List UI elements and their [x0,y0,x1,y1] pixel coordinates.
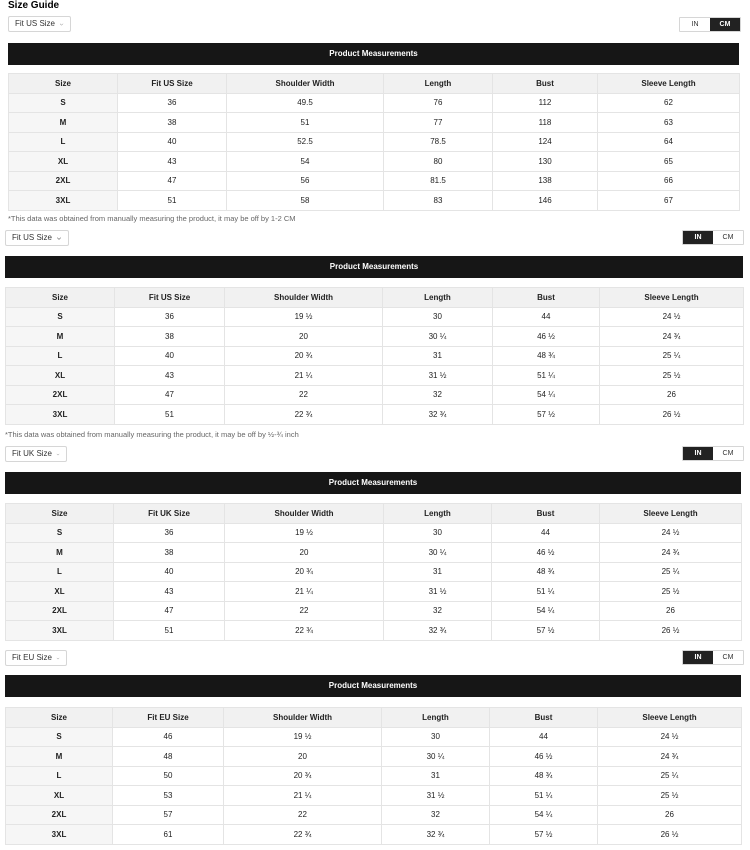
column-header: Length [383,288,493,308]
column-header: Sleeve Length [598,708,742,728]
measurement-cell: 32 ¾ [382,825,490,845]
measurements-table [5,707,742,845]
measurement-cell: 22 ¾ [224,825,382,845]
size-system-select-value: Fit US Size [12,233,53,242]
unit-toggle [682,650,744,665]
product-measurements-bar: Product Measurements [5,472,741,494]
measurement-cell: 54 ¼ [492,601,600,621]
column-header: Length [382,708,490,728]
table-row [6,405,744,425]
measurement-cell: 20 [225,327,383,347]
measurement-cell: 47 [114,601,225,621]
measurement-cell: 54 ¼ [493,385,600,405]
table-row [6,582,742,602]
measurement-cell: 54 ¼ [490,805,598,825]
size-system-select[interactable] [5,446,67,462]
measurement-cell: 66 [598,171,740,191]
measurement-cell: 38 [118,113,227,133]
page-title: Size Guide [8,0,60,11]
column-header: Shoulder Width [225,504,384,524]
product-measurements-bar: Product Measurements [5,256,743,278]
measurement-cell: 46 [113,727,224,747]
measurement-cell: 31 [382,766,490,786]
size-cell: S [9,93,118,113]
table-row [6,543,742,563]
size-system-select-value: Fit US Size [15,19,56,28]
size-cell: M [9,113,118,133]
size-cell: L [6,766,113,786]
measurement-cell: 24 ½ [600,523,742,543]
table-row [6,766,742,786]
measurement-cell: 25 ¼ [598,766,742,786]
measurement-cell: 53 [113,786,224,806]
measurement-cell: 32 [384,601,492,621]
measurement-cell: 22 [225,385,383,405]
measurement-cell: 61 [113,825,224,845]
size-cell: XL [9,152,118,172]
measurement-cell: 57 ½ [493,405,600,425]
measurement-cell: 22 [224,805,382,825]
table-row [6,327,744,347]
measurement-cell: 25 ½ [600,366,744,386]
unit-toggle [679,17,741,32]
measurement-cell: 30 [382,727,490,747]
table-header-row [6,288,744,308]
size-system-select[interactable] [5,650,67,666]
measurements-table [5,503,742,641]
column-header: Shoulder Width [225,288,383,308]
size-cell: L [9,132,118,152]
unit-cm-button[interactable]: CM [713,447,743,460]
unit-in-button[interactable]: IN [683,231,713,244]
column-header: Bust [493,74,598,94]
table-header-row [9,74,740,94]
measurement-cell: 46 ½ [492,543,600,563]
size-cell: S [6,307,115,327]
measurement-cell: 112 [493,93,598,113]
measurement-cell: 81.5 [384,171,493,191]
column-header-fit-size: Fit UK Size [114,504,225,524]
table-row [9,113,740,133]
measurement-cell: 44 [493,307,600,327]
measurement-cell: 30 [383,307,493,327]
measurement-cell: 24 ¾ [600,543,742,563]
measurement-cell: 118 [493,113,598,133]
measurement-cell: 25 ½ [598,786,742,806]
measurement-cell: 20 [224,747,382,767]
measurement-cell: 26 ½ [600,405,744,425]
chevron-down-icon [56,654,60,663]
chevron-down-icon [59,20,64,29]
column-header: Sleeve Length [600,288,744,308]
measurement-cell: 56 [227,171,384,191]
measurement-cell: 20 ¾ [224,766,382,786]
measurement-cell: 20 ¾ [225,346,383,366]
measurement-cell: 130 [493,152,598,172]
size-system-select[interactable] [8,16,71,32]
measurement-cell: 36 [115,307,225,327]
column-header: Length [384,504,492,524]
measurement-cell: 30 [384,523,492,543]
measurement-cell: 63 [598,113,740,133]
column-header-fit-size: Fit EU Size [113,708,224,728]
measurement-cell: 20 ¾ [225,562,384,582]
measurement-cell: 51 ¼ [490,786,598,806]
measurements-table [8,73,740,211]
measurement-cell: 51 [227,113,384,133]
size-cell: XL [6,366,115,386]
table-header-row [6,708,742,728]
size-cell: S [6,727,113,747]
measurement-cell: 76 [384,93,493,113]
measurement-cell: 24 ¾ [598,747,742,767]
measurement-cell: 67 [598,191,740,211]
measurement-cell: 19 ½ [224,727,382,747]
size-cell: L [6,562,114,582]
measurement-cell: 21 ¼ [225,366,383,386]
measurement-cell: 57 ½ [492,621,600,641]
unit-toggle [682,230,744,245]
column-header: Bust [490,708,598,728]
measurement-cell: 51 [118,191,227,211]
size-cell: 2XL [9,171,118,191]
column-header-fit-size: Fit US Size [118,74,227,94]
table-row [6,562,742,582]
size-cell: 2XL [6,601,114,621]
column-header: Sleeve Length [598,74,740,94]
measurement-cell: 51 [115,405,225,425]
measurement-cell: 31 [384,562,492,582]
measurement-cell: 48 [113,747,224,767]
measurement-disclaimer: *This data was obtained from manually measuring the product, it may be off by ½-¾ inch [5,430,299,439]
size-cell: XL [6,786,113,806]
measurement-cell: 31 ½ [382,786,490,806]
table-row [9,152,740,172]
table-row [6,747,742,767]
unit-in-button[interactable]: IN [683,651,713,664]
column-header-size: Size [6,504,114,524]
measurement-cell: 44 [492,523,600,543]
measurement-cell: 25 ½ [600,582,742,602]
measurement-cell: 22 ¾ [225,405,383,425]
measurement-cell: 24 ½ [598,727,742,747]
measurement-cell: 46 ½ [493,327,600,347]
measurement-cell: 50 [113,766,224,786]
column-header: Length [384,74,493,94]
table-row [6,366,744,386]
measurement-cell: 51 ¼ [493,366,600,386]
size-system-select[interactable] [5,230,69,246]
column-header: Sleeve Length [600,504,742,524]
measurement-cell: 65 [598,152,740,172]
column-header: Bust [493,288,600,308]
table-row [6,786,742,806]
measurement-cell: 36 [114,523,225,543]
measurement-cell: 49.5 [227,93,384,113]
measurement-cell: 78.5 [384,132,493,152]
measurement-cell: 40 [114,562,225,582]
size-cell: L [6,346,115,366]
measurement-cell: 38 [115,327,225,347]
measurement-cell: 38 [114,543,225,563]
measurement-cell: 32 [382,805,490,825]
measurement-cell: 43 [114,582,225,602]
measurement-cell: 47 [115,385,225,405]
chevron-down-icon [56,450,60,459]
measurement-cell: 40 [118,132,227,152]
measurement-cell: 43 [118,152,227,172]
measurement-cell: 30 ¼ [383,327,493,347]
measurement-cell: 36 [118,93,227,113]
column-header-size: Size [9,74,118,94]
column-header: Shoulder Width [224,708,382,728]
measurement-cell: 32 [383,385,493,405]
size-cell: 3XL [6,825,113,845]
table-row [6,825,742,845]
measurement-cell: 25 ¼ [600,346,744,366]
size-cell: 3XL [9,191,118,211]
table-row [6,385,744,405]
measurement-cell: 31 ½ [384,582,492,602]
table-row [9,93,740,113]
measurement-cell: 64 [598,132,740,152]
measurement-cell: 48 ¾ [493,346,600,366]
table-row [9,171,740,191]
measurement-cell: 19 ½ [225,523,384,543]
measurement-disclaimer: *This data was obtained from manually measuring the product, it may be off by 1-2 CM [8,214,296,223]
size-cell: 2XL [6,805,113,825]
product-measurements-bar: Product Measurements [5,675,741,697]
table-row [6,523,742,543]
table-row [6,805,742,825]
table-row [6,346,744,366]
measurement-cell: 20 [225,543,384,563]
size-cell: S [6,523,114,543]
column-header: Shoulder Width [227,74,384,94]
measurement-cell: 19 ½ [225,307,383,327]
chevron-down-icon [56,234,62,243]
measurement-cell: 31 [383,346,493,366]
measurement-cell: 83 [384,191,493,211]
size-cell: M [6,747,113,767]
measurement-cell: 146 [493,191,598,211]
table-row [6,601,742,621]
measurement-cell: 46 ½ [490,747,598,767]
size-cell: 3XL [6,405,115,425]
product-measurements-bar: Product Measurements [8,43,739,65]
measurement-cell: 57 ½ [490,825,598,845]
measurement-cell: 30 ¼ [384,543,492,563]
measurement-cell: 32 ¾ [383,405,493,425]
unit-cm-button[interactable]: CM [713,231,743,244]
measurement-cell: 26 ½ [598,825,742,845]
measurement-cell: 24 ½ [600,307,744,327]
measurement-cell: 52.5 [227,132,384,152]
measurement-cell: 43 [115,366,225,386]
measurement-cell: 62 [598,93,740,113]
size-system-select-value: Fit EU Size [12,653,53,662]
measurement-cell: 138 [493,171,598,191]
measurement-cell: 124 [493,132,598,152]
unit-toggle [682,446,744,461]
size-system-select-value: Fit UK Size [12,449,53,458]
measurement-cell: 48 ¾ [492,562,600,582]
table-row [9,132,740,152]
table-row [6,307,744,327]
column-header-size: Size [6,288,115,308]
measurement-cell: 57 [113,805,224,825]
unit-cm-button[interactable]: CM [710,18,740,31]
measurement-cell: 51 [114,621,225,641]
table-row [6,727,742,747]
measurement-cell: 40 [115,346,225,366]
table-header-row [6,504,742,524]
table-row [9,191,740,211]
measurement-cell: 26 [598,805,742,825]
measurement-cell: 51 ¼ [492,582,600,602]
size-cell: XL [6,582,114,602]
measurement-cell: 25 ¼ [600,562,742,582]
measurement-cell: 77 [384,113,493,133]
measurement-cell: 21 ¼ [224,786,382,806]
measurement-cell: 22 [225,601,384,621]
measurement-cell: 32 ¾ [384,621,492,641]
size-cell: 3XL [6,621,114,641]
measurement-cell: 26 ½ [600,621,742,641]
measurement-cell: 31 ½ [383,366,493,386]
measurement-cell: 24 ¾ [600,327,744,347]
measurements-table [5,287,744,425]
measurement-cell: 80 [384,152,493,172]
size-cell: 2XL [6,385,115,405]
measurement-cell: 22 ¾ [225,621,384,641]
table-row [6,621,742,641]
measurement-cell: 47 [118,171,227,191]
measurement-cell: 48 ¾ [490,766,598,786]
measurement-cell: 30 ¼ [382,747,490,767]
unit-in-button[interactable]: IN [683,447,713,460]
column-header: Bust [492,504,600,524]
unit-in-button[interactable]: IN [680,18,710,31]
measurement-cell: 26 [600,385,744,405]
column-header-size: Size [6,708,113,728]
measurement-cell: 21 ¼ [225,582,384,602]
unit-cm-button[interactable]: CM [713,651,743,664]
size-cell: M [6,543,114,563]
measurement-cell: 44 [490,727,598,747]
column-header-fit-size: Fit US Size [115,288,225,308]
measurement-cell: 58 [227,191,384,211]
size-cell: M [6,327,115,347]
measurement-cell: 26 [600,601,742,621]
measurement-cell: 54 [227,152,384,172]
